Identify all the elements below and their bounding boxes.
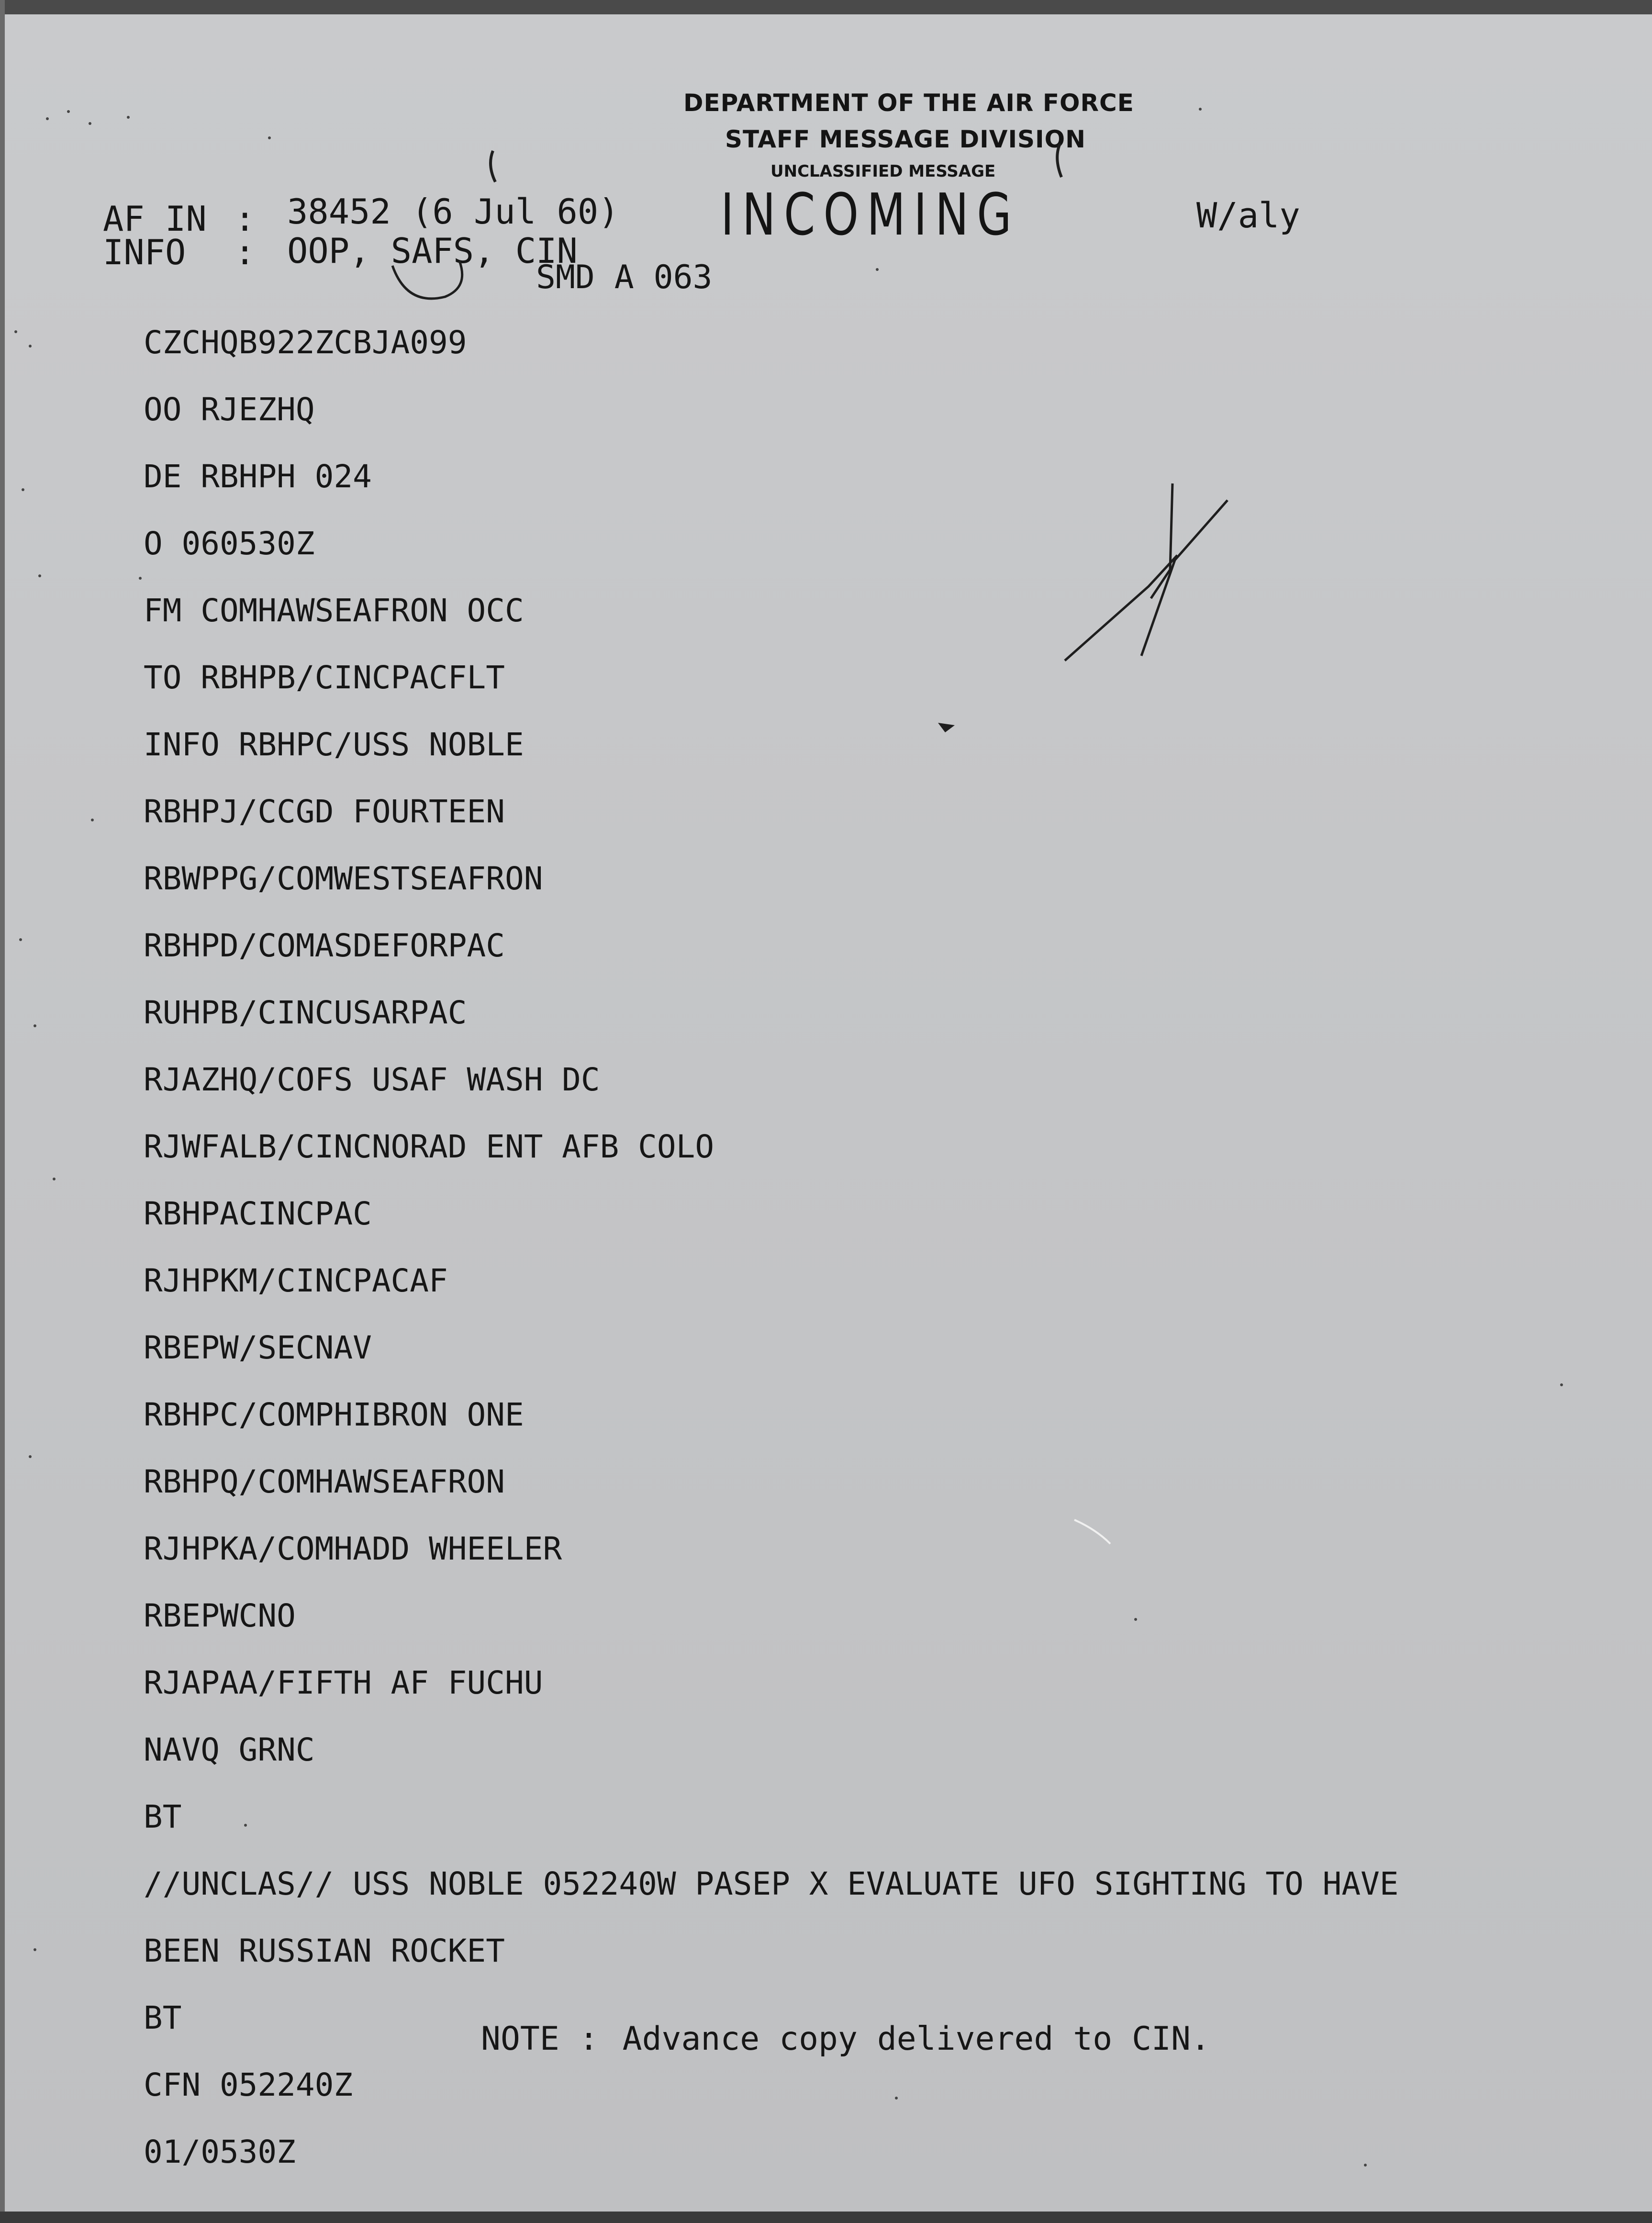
- scan-border-left: [0, 0, 5, 2223]
- incoming-label: INCOMING: [721, 182, 1020, 248]
- classification-label: UNCLASSIFIED MESSAGE: [770, 162, 996, 181]
- message-line: 01/0530Z: [144, 2133, 296, 2170]
- message-line: RJHPKA/COMHADD WHEELER: [144, 1530, 562, 1567]
- message-line: RJHPKM/CINCPACAF: [144, 1262, 448, 1299]
- message-line: INFO RBHPC/USS NOBLE: [144, 726, 524, 763]
- message-line: RBHPJ/CCGD FOURTEEN: [144, 793, 505, 830]
- af-in-label: AF IN: [103, 199, 207, 239]
- message-line: RJAPAA/FIFTH AF FUCHU: [144, 1664, 543, 1701]
- message-line: TO RBHPB/CINCPACFLT: [144, 659, 505, 696]
- advance-copy-note: [481, 2020, 1210, 2058]
- bracket-mark: [491, 151, 495, 182]
- message-line: RBHPACINCPAC: [144, 1195, 372, 1232]
- message-line: BT: [144, 1798, 182, 1835]
- smd-number: SMD A 063: [536, 258, 713, 296]
- info-value: OOP, SAFS, CIN: [287, 231, 578, 271]
- message-line: RBHPD/COMASDEFORPAC: [144, 927, 505, 964]
- scan-border-top: [0, 0, 1652, 14]
- af-in-value: 38452 (6 Jul 60): [287, 191, 619, 232]
- message-line: BEEN RUSSIAN ROCKET: [144, 1932, 505, 1969]
- message-line: CZCHQB922ZCBJA099: [144, 324, 467, 361]
- message-line: RJAZHQ/COFS USAF WASH DC: [144, 1061, 600, 1098]
- message-line: RJWFALB/CINCNORAD ENT AFB COLO: [144, 1128, 714, 1165]
- message-line: O 060530Z: [144, 525, 315, 562]
- message-line: RBHPC/COMPHIBRON ONE: [144, 1396, 524, 1433]
- message-line: RBEPW/SECNAV: [144, 1329, 372, 1366]
- message-line: OO RJEZHQ: [144, 391, 315, 428]
- message-body: [144, 326, 1399, 2202]
- message-line: RBWPPG/COMWESTSEAFRON: [144, 860, 543, 897]
- department-title: DEPARTMENT OF THE AIR FORCE: [683, 89, 1134, 117]
- message-line: BT: [144, 1999, 182, 2036]
- message-line: RBEPWCNO: [144, 1597, 296, 1634]
- message-line: CFN 052240Z: [144, 2066, 353, 2103]
- message-line: RBHPQ/COMHAWSEAFRON: [144, 1463, 505, 1500]
- info-label: INFO: [103, 232, 186, 272]
- message-line: FM COMHAWSEAFRON OCC: [144, 592, 524, 629]
- af-in-colon: :: [234, 199, 256, 239]
- message-line: //UNCLAS// USS NOBLE 052240W PASEP X EVALUATE UFO SIGHTING TO HAVE: [144, 1865, 1399, 1902]
- message-line: NAVQ GRNC: [144, 1731, 315, 1768]
- note-text: Advance copy delivered to CIN.: [622, 2020, 1210, 2058]
- note-label: NOTE :: [481, 2020, 599, 2058]
- message-line: DE RBHPH 024: [144, 458, 372, 495]
- division-title: STAFF MESSAGE DIVISION: [725, 125, 1086, 153]
- scan-border-bottom: [0, 2212, 1652, 2223]
- initials-stamp: W/aly: [1196, 195, 1300, 236]
- message-line: RUHPB/CINCUSARPAC: [144, 994, 467, 1031]
- info-colon: :: [234, 232, 256, 272]
